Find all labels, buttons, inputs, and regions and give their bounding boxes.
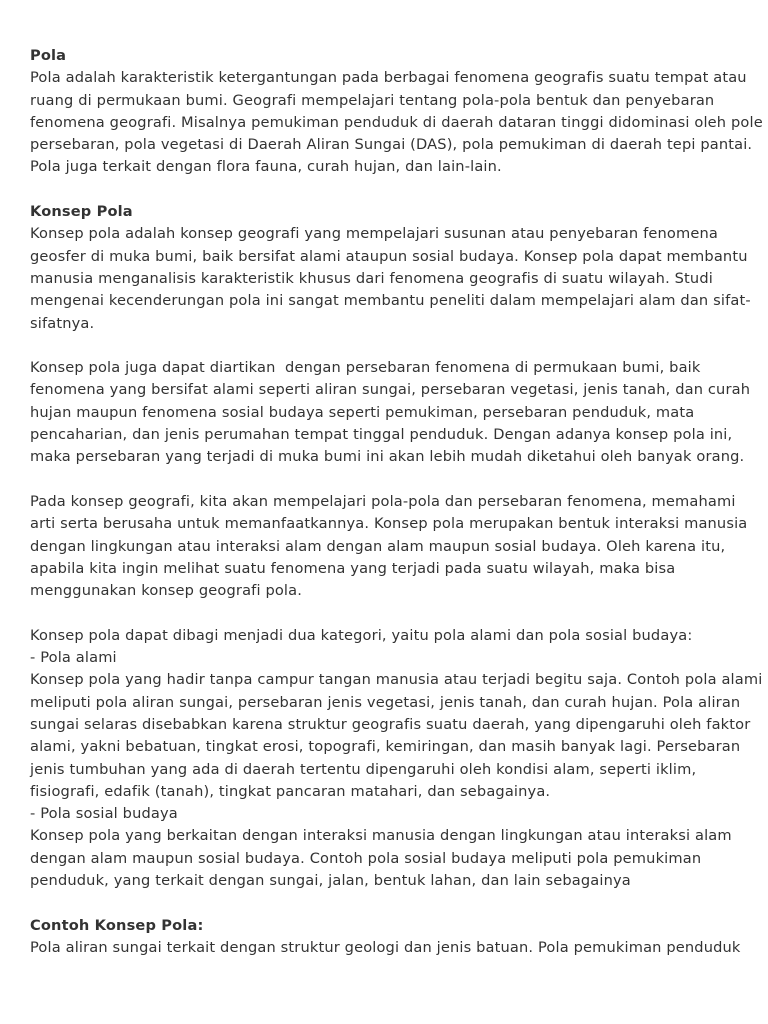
text-line: Pola aliran sungai terkait dengan struktur geologi dan jenis batuan. Pola pemukiman penduduk — [30, 938, 741, 956]
text-line: maka persebaran yang terjadi di muka bumi ini akan lebih mudah diketahui oleh banyak orang. — [30, 448, 745, 466]
text-line: fisiografi, edafik (tanah), tingkat pancaran matahari, dan sebagainya. — [30, 782, 551, 800]
text-line: penduduk, yang terkait dengan sungai, jalan, bentuk lahan, dan lain sebagainya — [30, 871, 631, 889]
text-line: alami, yakni bebatuan, tingkat erosi, topografi, kemiringan, dan masih banyak lagi. Persebaran — [30, 738, 741, 756]
paragraph-gap — [30, 179, 750, 201]
section-heading: Contoh Konsep Pola: — [30, 916, 204, 934]
text-line: sifatnya. — [30, 314, 95, 332]
text-line: jenis tumbuhan yang ada di daerah tertentu dipengaruhi oleh kondisi alam, seperti iklim, — [30, 760, 697, 778]
text-line: persebaran, pola vegetasi di Daerah Aliran Sungai (DAS), pola pemukiman di daerah tepi pantai. — [30, 136, 753, 154]
section-heading: Pola — [30, 47, 67, 64]
text-line: geosfer di muka bumi, baik bersifat alami ataupun sosial budaya. Konsep pola dapat membantu — [30, 247, 748, 265]
text-line: Konsep pola adalah konsep geografi yang mempelajari susunan atau penyebaran fenomena — [30, 225, 718, 243]
text-line: meliputi pola aliran sungai, persebaran jenis vegetasi, jenis tanah, dan curah hujan. Pola aliran — [30, 693, 741, 711]
text-line: manusia menganalisis karakteristik khusus dari fenomena geografis di suatu wilayah. Studi — [30, 269, 713, 287]
text-line: Pola adalah karakteristik ketergantungan pada berbagai fenomena geografis suatu tempat atau — [30, 69, 747, 87]
text-line: Konsep pola dapat dibagi menjadi dua kategori, yaitu pola alami dan pola sosial budaya: — [30, 626, 693, 644]
paragraph-gap — [30, 892, 750, 914]
text-line: Pola juga terkait dengan flora fauna, curah hujan, dan lain-lain. — [30, 158, 502, 176]
text-line: - Pola sosial budaya — [30, 805, 178, 823]
text-line: apabila kita ingin melihat suatu fenomena yang terjadi pada suatu wilayah, maka bisa — [30, 559, 676, 577]
text-line: Konsep pola juga dapat diartikan dengan persebaran fenomena di permukaan bumi, baik — [30, 359, 701, 377]
text-line: Konsep pola yang berkaitan dengan interaksi manusia dengan lingkungan atau interaksi alam — [30, 827, 732, 845]
section-heading: Konsep Pola — [30, 203, 133, 221]
text-line: Konsep pola yang hadir tanpa campur tangan manusia atau terjadi begitu saja. Contoh pola alami — [30, 671, 763, 689]
text-line: dengan lingkungan atau interaksi alam dengan alam maupun sosial budaya. Oleh karena itu, — [30, 537, 726, 555]
document-body — [30, 45, 763, 959]
text-line: - Pola alami — [30, 649, 117, 667]
text-line: fenomena geografi. Misalnya pemukiman penduduk di daerah dataran tinggi didominasi oleh pole — [30, 113, 763, 131]
text-line: dengan alam maupun sosial budaya. Contoh pola sosial budaya meliputi pola pemukiman — [30, 849, 702, 867]
paragraph-gap — [30, 335, 750, 357]
text-line: fenomena yang bersifat alami seperti aliran sungai, persebaran vegetasi, jenis tanah, dan curah — [30, 381, 751, 399]
text-line: hujan maupun fenomena sosial budaya seperti pemukiman, persebaran penduduk, mata — [30, 403, 695, 421]
text-line: mengenai kecenderungan pola ini sangat membantu peneliti dalam mempelajari alam dan sifat- — [30, 292, 751, 310]
text-line: sungai selaras disebabkan karena struktur geografis suatu daerah, yang dipengaruhi oleh faktor — [30, 715, 751, 733]
paragraph-gap — [30, 602, 750, 624]
text-line: pencaharian, dan jenis perumahan tempat tinggal penduduk. Dengan adanya konsep pola ini, — [30, 426, 733, 444]
text-line: menggunakan konsep geografi pola. — [30, 582, 303, 600]
text-line: arti serta berusaha untuk memanfaatkannya. Konsep pola merupakan bentuk interaksi manusia — [30, 515, 748, 533]
paragraph-gap — [30, 469, 750, 491]
text-line: ruang di permukaan bumi. Geografi mempelajari tentang pola-pola bentuk dan penyebaran — [30, 91, 715, 109]
text-line: Pada konsep geografi, kita akan mempelajari pola-pola dan persebaran fenomena, memahami — [30, 492, 736, 510]
